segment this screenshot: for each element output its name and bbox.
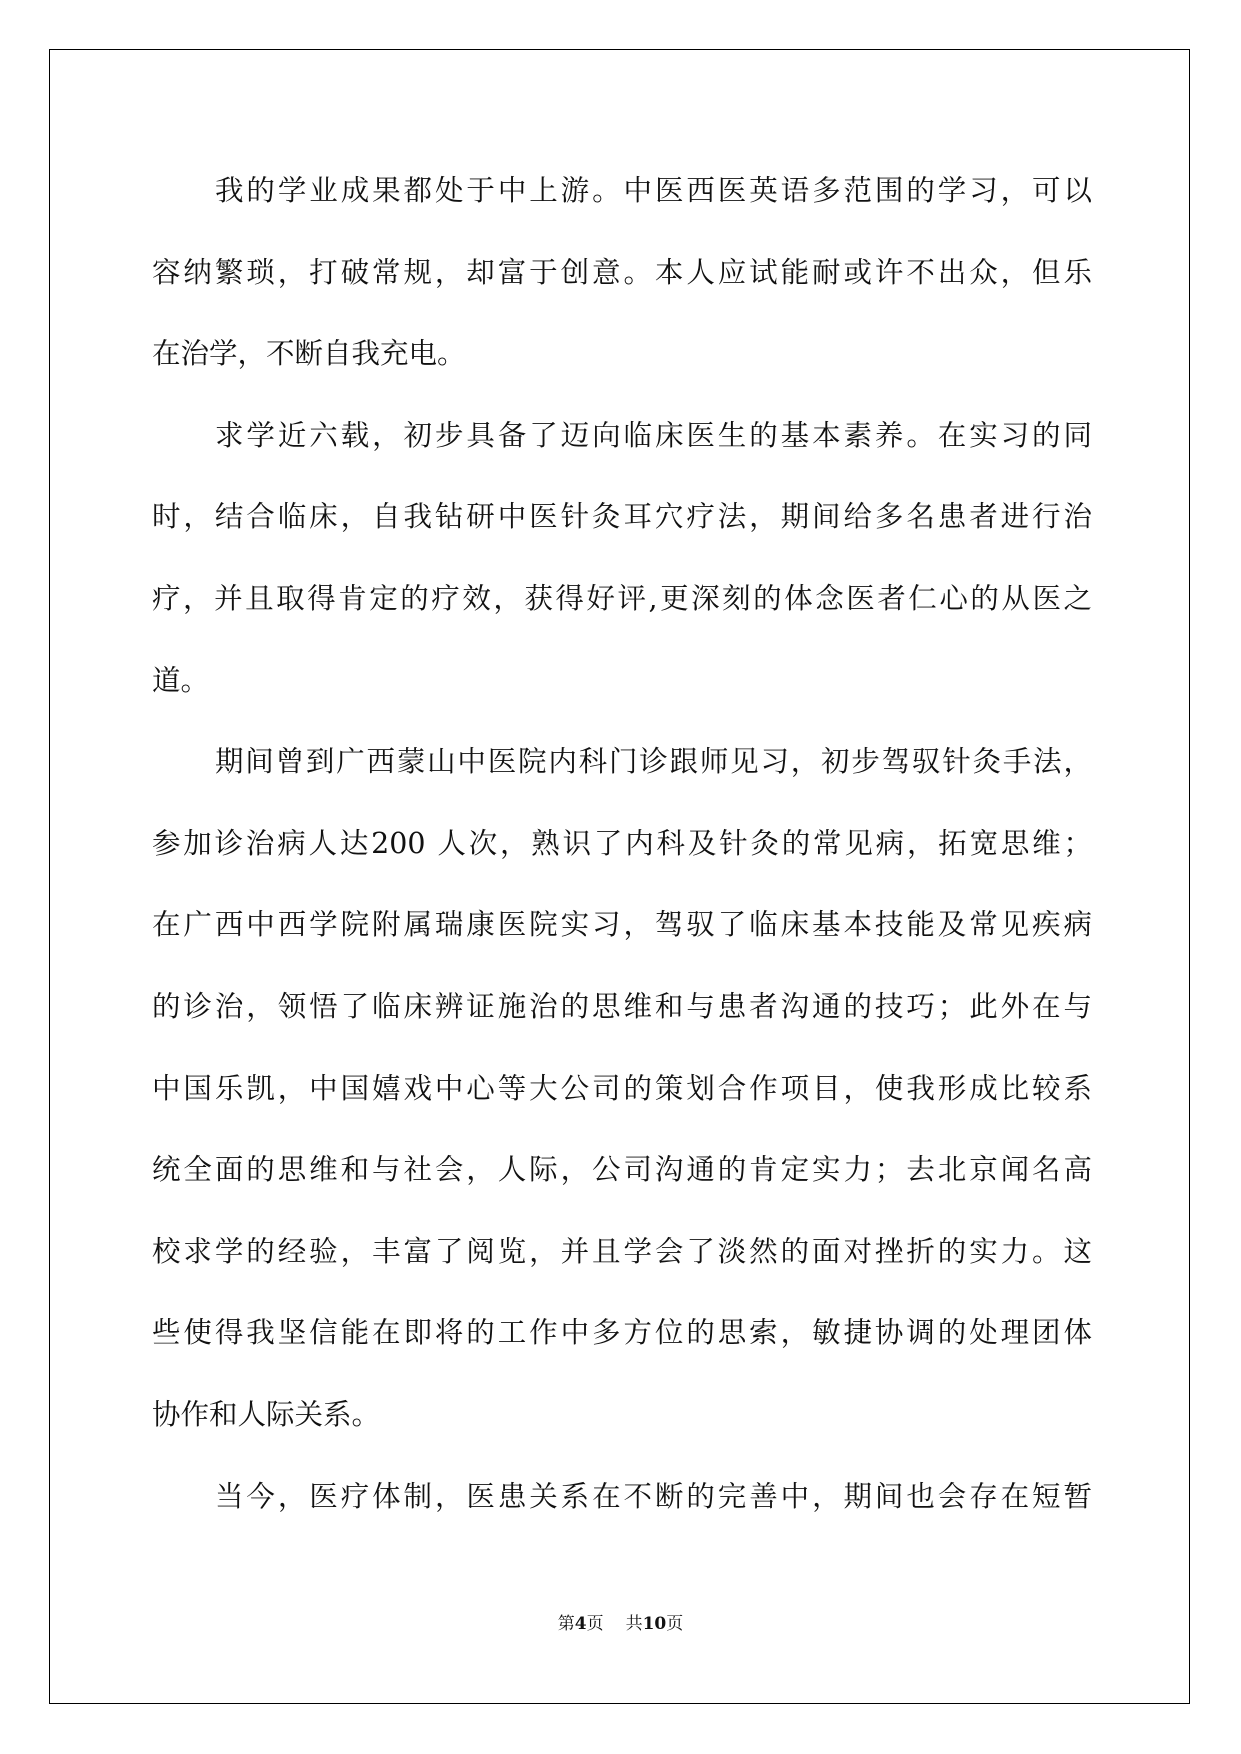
paragraph-3-line-4: 的诊治，领悟了临床辨证施治的思维和与患者沟通的技巧；此外在与	[152, 989, 1092, 1023]
paragraph-3-line-6: 统全面的思维和与社会，人际，公司沟通的肯定实力；去北京闻名高	[152, 1153, 1092, 1187]
paragraph-2-line-2: 时，结合临床，自我钻研中医针灸耳穴疗法，期间给多名患者进行治	[152, 500, 1092, 534]
footer-page-suffix: 页	[586, 1614, 604, 1634]
document-body	[152, 150, 1092, 1537]
paragraph-2-line-4: 道。	[152, 663, 210, 697]
footer-prefix: 第	[557, 1614, 575, 1634]
total-page-count: 10	[642, 1614, 667, 1634]
paragraph-1-line-2: 容纳繁琐，打破常规，却富于创意。本人应试能耐或许不出众，但乐	[152, 255, 1092, 289]
paragraph-3-line-3: 在广西中西学院附属瑞康医院实习，驾驭了临床基本技能及常见疾病	[152, 908, 1092, 942]
paragraph-3-line-2: 参加诊治病人达200 人次，熟识了内科及针灸的常见病，拓宽思维；	[152, 826, 1092, 860]
footer-total-suffix: 页	[666, 1614, 684, 1634]
paragraph-3-line-9: 协作和人际关系。	[152, 1397, 381, 1431]
paragraph-2-line-1: 求学近六载，初步具备了迈向临床医生的基本素养。在实习的同	[215, 418, 1092, 452]
paragraph-4-line-1: 当今，医疗体制，医患关系在不断的完善中，期间也会存在短暂	[215, 1479, 1092, 1513]
paragraph-1-line-3: 在治学，不断自我充电。	[152, 337, 466, 371]
paragraph-3-line-8: 些使得我坚信能在即将的工作中多方位的思索，敏捷协调的处理团体	[152, 1316, 1092, 1350]
paragraph-2-line-3: 疗，并且取得肯定的疗效，获得好评,更深刻的体念医者仁心的从医之	[152, 581, 1092, 615]
paragraph-3-line-5: 中国乐凯，中国嬉戏中心等大公司的策划合作项目，使我形成比较系	[152, 1071, 1092, 1105]
paragraph-1-line-1: 我的学业成果都处于中上游。中医西医英语多范围的学习，可以	[215, 174, 1092, 207]
current-page-number: 4	[574, 1614, 587, 1634]
footer-total-prefix: 共	[625, 1614, 643, 1634]
paragraph-3-line-1: 期间曾到广西蒙山中医院内科门诊跟师见习，初步驾驭针灸手法，	[215, 745, 1092, 779]
page-footer	[0, 1611, 1241, 1637]
paragraph-3-line-7: 校求学的经验，丰富了阅览，并且学会了淡然的面对挫折的实力。这	[152, 1234, 1092, 1268]
